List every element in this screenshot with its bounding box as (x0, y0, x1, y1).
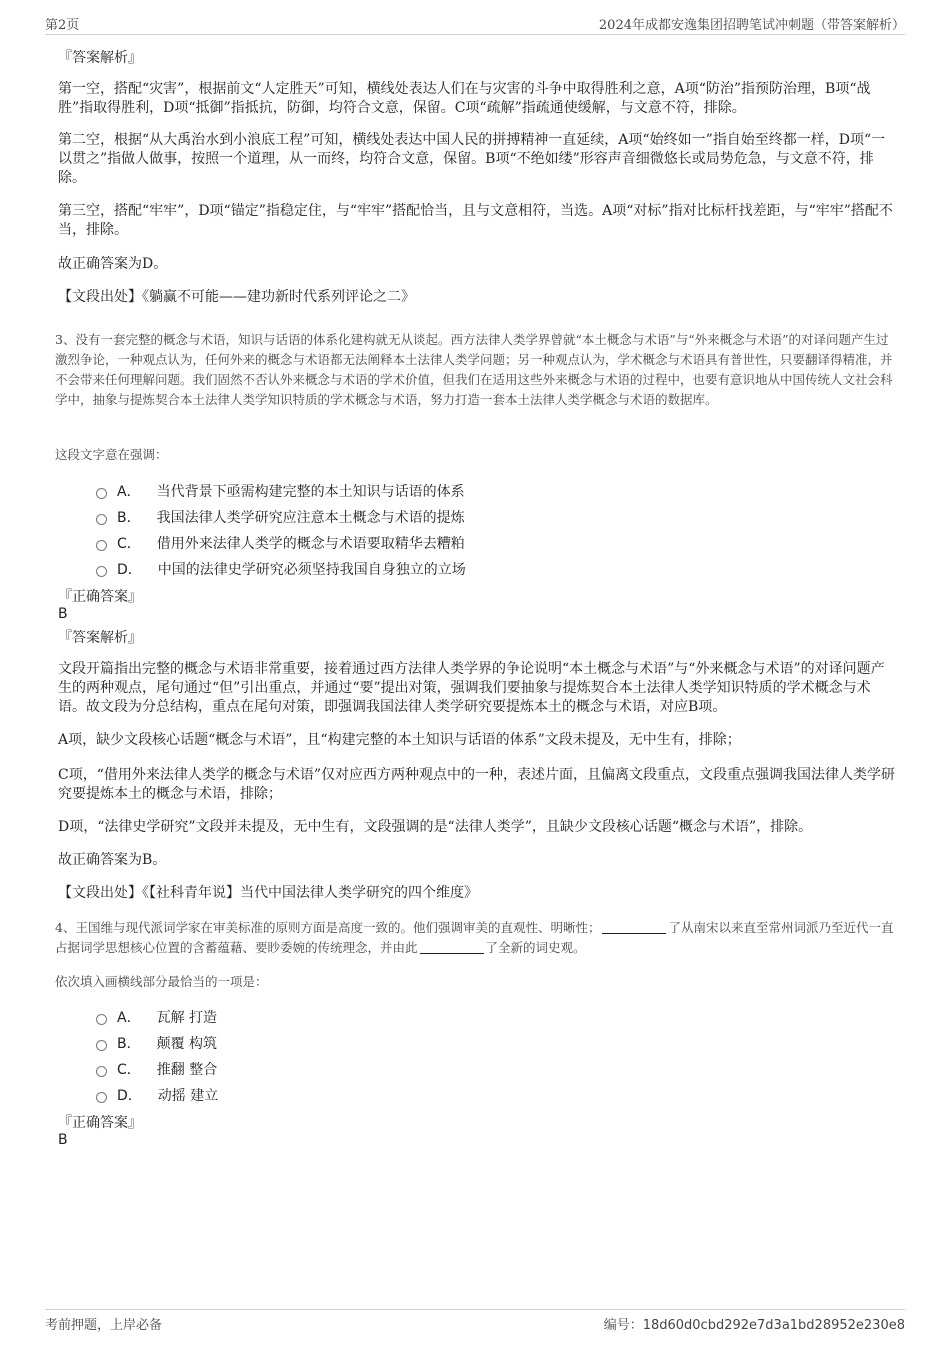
q4-prompt: 依次填入画横线部分最恰当的一项是： (55, 974, 268, 989)
q3-option-c[interactable]: C． 借用外来法律人类学的概念与术语要取精华去糟粕 (96, 530, 796, 556)
q2-analysis-label: 『答案解析』 (58, 50, 142, 66)
q4-option-c[interactable]: C． 推翻 整合 (96, 1056, 796, 1082)
page-number: 第2页 (45, 18, 80, 33)
q3-analysis-label: 『答案解析』 (58, 630, 142, 646)
page-header (45, 12, 905, 35)
q3-analysis-para-3: C项，“借用外来法律人类学的概念与术语”仅对应西方两种观点中的一种，表述片面，且偏离文段重点，文段重点强调我国法律人类学研究要提炼本土的概念与术语，排除； (58, 767, 896, 802)
q3-option-d[interactable]: D． 中国的法律史学研究必须坚持我国自身独立的立场 (96, 556, 796, 582)
q2-analysis-para-3: 第三空，搭配“牢牢”，D项“锚定”指稳定住，与“牢牢”搭配恰当，且与文意相符，当选。A项“对标”指对比标杆找差距，与“牢牢”搭配不当，排除。 (58, 203, 893, 238)
q3-analysis-para-1: 文段开篇指出完整的概念与术语非常重要，接着通过西方法律人类学界的争论说明“本土概念与术语”与“外来概念与术语”的对译问题产生的两种观点，尾句通过“但”引出重点，并通过“要”提出对策，强调我们要抽象与提炼契合本土法律人类学知识特质的学术概念与术语。故文段为分总结构，重点在尾句对策，即强调我国法律人类学研究要提炼本土的概念与术语，对应B项。 (58, 661, 885, 715)
footer-code: 编号：18d60d0cbd292e7d3a1bd28952e230e8 (603, 1318, 905, 1333)
footer-slogan: 考前押题，上岸必备 (45, 1318, 163, 1333)
answer-blank (420, 953, 484, 954)
q3-answer-label: 『正确答案』 (58, 589, 142, 605)
q3-source: 【文段出处】《【社科青年说】当代中国法律人类学研究的四个维度》 (58, 885, 478, 901)
radio-icon[interactable] (96, 540, 107, 551)
q4-option-b[interactable]: B． 颠覆 构筑 (96, 1030, 796, 1056)
radio-icon[interactable] (96, 488, 107, 499)
q3-analysis-para-4: D项，“法律史学研究”文段并未提及，无中生有，文段强调的是“法律人类学”，且缺少文段核心话题“概念与术语”，排除。 (58, 819, 813, 835)
q4-option-a[interactable]: A． 瓦解 打造 (96, 1004, 796, 1030)
q2-analysis-para-2: 第二空，根据“从大禹治水到小浪底工程”可知，横线处表达中国人民的拼搏精神一直延续，A项“始终如一”指自始至终都一样，D项“一以贯之”指做人做事，按照一个道理，从一而终，均符合文意，保留。B项“不绝如缕”形容声音细微悠长或局势危急，与文意不符，排除。 (58, 132, 886, 186)
page-footer (45, 1309, 905, 1336)
q4-stem: 4、王国维与现代派词学家在审美标准的原则方面是高度一致的。他们强调审美的直观性、明晰性； 了从南宋以来直至常州词派乃至近代一直占据词学思想核心位置的含蓄蕴藉、要眇委婉的传统理念，并由此 了全新的词史观。 (55, 920, 894, 955)
radio-icon[interactable] (96, 1040, 107, 1051)
q3-analysis-para-2: A项，缺少文段核心话题“概念与术语”，且“构建完整的本土知识与话语的体系”文段未提及，无中生有，排除； (58, 732, 741, 748)
q3-stem: 3、没有一套完整的概念与术语，知识与话语的体系化建构就无从谈起。西方法律人类学界曾就“本土概念与术语”与“外来概念与术语”的对译问题产生过激烈争论，一种观点认为，任何外来的概念与术语都无法阐释本土法律人类学问题；另一种观点认为，学术概念与术语具有普世性，只要翻译得精准，并不会带来任何理解问题。我们固然不否认外来概念与术语的学术价值，但我们在适用这些外来概念与术语的过程中，也要有意识地从中国传统人文社会科学中，抽象与提炼契合本土法律人类学知识特质的学术概念与术语，努力打造一套本土法律人类学概念与术语的数据库。 (55, 332, 893, 407)
q4-option-d[interactable]: D． 动摇 建立 (96, 1082, 796, 1108)
q4-options (96, 1004, 796, 1108)
document-title: 2024年成都安逸集团招聘笔试冲刺题（带答案解析） (598, 18, 905, 33)
q2-source: 【文段出处】《躺赢不可能——建功新时代系列评论之二》 (58, 289, 415, 305)
q3-prompt: 这段文字意在强调： (55, 447, 168, 462)
radio-icon[interactable] (96, 1014, 107, 1025)
q3-option-a[interactable]: A． 当代背景下亟需构建完整的本土知识与话语的体系 (96, 478, 796, 504)
radio-icon[interactable] (96, 1092, 107, 1103)
q2-analysis-para-1: 第一空，搭配“灾害”，根据前文“人定胜天”可知，横线处表达人们在与灾害的斗争中取得胜利之意，A项“防治”指预防治理，B项“战胜”指取得胜利，D项“抵御”指抵抗，防御，均符合文意，保留。C项“疏解”指疏通使缓解，与文意不符，排除。 (58, 81, 871, 116)
q3-option-b[interactable]: B． 我国法律人类学研究应注意本土概念与术语的提炼 (96, 504, 796, 530)
q3-options (96, 478, 796, 582)
q3-answer: B (58, 606, 68, 622)
radio-icon[interactable] (96, 566, 107, 577)
q2-conclusion: 故正确答案为D。 (58, 256, 168, 272)
radio-icon[interactable] (96, 514, 107, 525)
radio-icon[interactable] (96, 1066, 107, 1077)
q3-conclusion: 故正确答案为B。 (58, 852, 167, 868)
q4-answer: B (58, 1132, 68, 1148)
q4-answer-label: 『正确答案』 (58, 1115, 142, 1131)
answer-blank (602, 933, 666, 934)
